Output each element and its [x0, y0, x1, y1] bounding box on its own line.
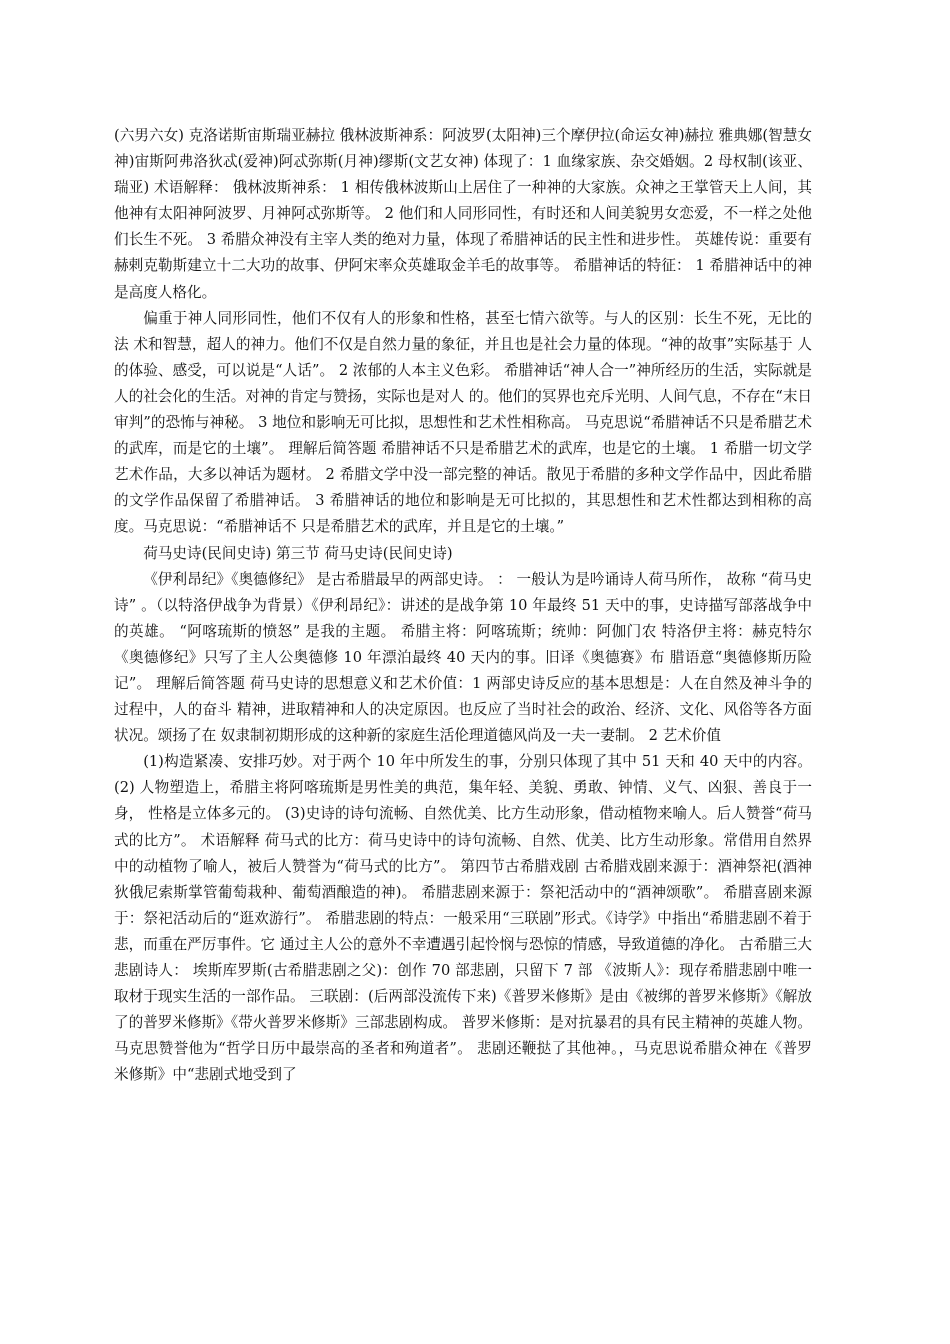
paragraph-iliad-odyssey: 《伊利昂纪》《奥德修纪》 是古希腊最早的两部史诗。 ： 一般认为是吟诵诗人荷马所作， 故称 “荷马史诗” 。（以特洛伊战争为背景）《伊利昂纪》：讲述的是战争第 10 年最终 51 天中的事，史诗描写部落战争中的英雄。 “阿喀琉斯的愤怒” 是我的主题。 希腊主将：阿喀琉斯；统帅：阿伽门农 特洛伊主将：赫克特尔《奥德修纪》只写了主人公奥德修 10 年漂泊最终 40 天内的事。旧译《奥德赛》布 腊语意“奥德修斯历险记”。 理解后简答题 荷马史诗的思想意义和艺术价值：1 两部史诗反应的基本思想是：人在自然及神斗争的过程中，人的奋斗 精神，进取精神和人的决定原因。也反应了当时社会的政治、经济、文化、风俗等各方面状况。颂扬了在 奴隶制初期形成的这种新的家庭生活伦理道德风尚及一夫一妻制。 2 艺术价值	[114, 570, 813, 745]
document-page	[114, 123, 812, 1088]
paragraph-greek-gods-intro: (六男六女) 克洛诺斯宙斯瑞亚赫拉 俄林波斯神系：阿波罗(太阳神)三个摩伊拉(命运女神)赫拉 雅典娜(智慧女神)宙斯阿弗洛狄忒(爱神)阿忒弥斯(月神)缪斯(文艺女神) 体现了：1 血缘家族、杂交婚姻。2 母权制(该亚、瑞亚) 术语解释： 俄林波斯神系： 1 相传俄林波斯山上居住了一种神的大家族。众神之王掌管天上人间，其他神有太阳神阿波罗、月神阿忒弥斯等。 2 他们和人同形同性，有时还和人间美貌男女恋爱，不一样之处他们长生不死。 3 希腊众神没有主宰人类的绝对力量，体现了希腊神话的民主性和进步性。 英雄传说：重要有赫剌克勒斯建立十二大功的故事、伊阿宋率众英雄取金羊毛的故事等。 希腊神话的特征： 1 希腊神话中的神是高度人格化。	[114, 127, 812, 301]
paragraph-greek-myth-characteristics: 偏重于神人同形同性，他们不仅有人的形象和性格，甚至七情六欲等。与人的区别：长生不死，无比的法 术和智慧，超人的神力。他们不仅是自然力量的象征，并且也是社会力量的体现。“神的故事”实际基于 人的体验、感受，可以说是“人话”。 2 浓郁的人本主义色彩。 希腊神话“神人合一”神所经历的生活，实际就是人的社会化的生活。对神的肯定与赞扬，实际也是对人 的。他们的冥界也充斥光明、人间气息，不存在“末日审判”的恐怖与神秘。 3 地位和影响无可比拟，思想性和艺术性相称高。 马克思说“希腊神话不只是希腊艺术的武库，而是它的土壤”。 理解后简答题 希腊神话不只是希腊艺术的武库，也是它的土壤。 1 希腊一切文学艺术作品，大多以神话为题材。 2 希腊文学中没一部完整的神话。散见于希腊的多种文学作品中，因此希腊的文学作品保留了希腊神话。 3 希腊神话的地位和影响是无可比拟的，其思想性和艺术性都达到相称的高度。马克思说：“希腊神话不 只是希腊艺术的武库，并且是它的土壤。”	[114, 309, 813, 536]
paragraph-art-value-and-drama: (1)构造紧凑、安排巧妙。对于两个 10 年中所发生的事，分别只体现了其中 51 天和 40 天中的内容。(2) 人物塑造上，希腊主将阿喀琉斯是男性美的典范，集年轻、美貌、勇敢、钟情、义气、凶狠、善良于一身， 性格是立体多元的。 (3)史诗的诗句流畅、自然优美、比方生动形象，借动植物来喻人。后人赞誉“荷马式的比方”。 术语解释 荷马式的比方：荷马史诗中的诗句流畅、自然、优美、比方生动形象。常借用自然界中的动植物了喻人，被后人赞誉为“荷马式的比方”。 第四节古希腊戏剧 古希腊戏剧来源于：酒神祭祀(酒神狄俄尼索斯掌管葡萄栽种、葡萄酒酿造的神)。 希腊悲剧来源于：祭祀活动中的“酒神颂歌”。 希腊喜剧来源于：祭祀活动后的“逛欢游行”。 希腊悲剧的特点：一般采用“三联剧”形式。《诗学》中指出“希腊悲剧不着于悲，而重在严厉事件。它 通过主人公的意外不幸遭遇引起怜悯与恐惊的情感，导致道德的净化。 古希腊三大悲剧诗人： 埃斯库罗斯(古希腊悲剧之父)：创作 70 部悲剧，只留下 7 部 《波斯人》：现存希腊悲剧中唯一取材于现实生活的一部作品。 三联剧：(后两部没流传下来)《普罗米修斯》是由《被绑的普罗米修斯》《解放了的普罗米修斯》《带火普罗米修斯》三部悲剧构成。 普罗米修斯：是对抗暴君的具有民主精神的英雄人物。 马克思赞誉他为“哲学日历中最崇高的圣者和殉道者”。 悲剧还鞭挞了其他神。，马克思说希腊众神在《普罗米修斯》中“悲剧式地受到了	[114, 753, 812, 1084]
section-heading-homeric-epics: 荷马史诗(民间史诗) 第三节 荷马史诗(民间史诗)	[143, 544, 453, 562]
